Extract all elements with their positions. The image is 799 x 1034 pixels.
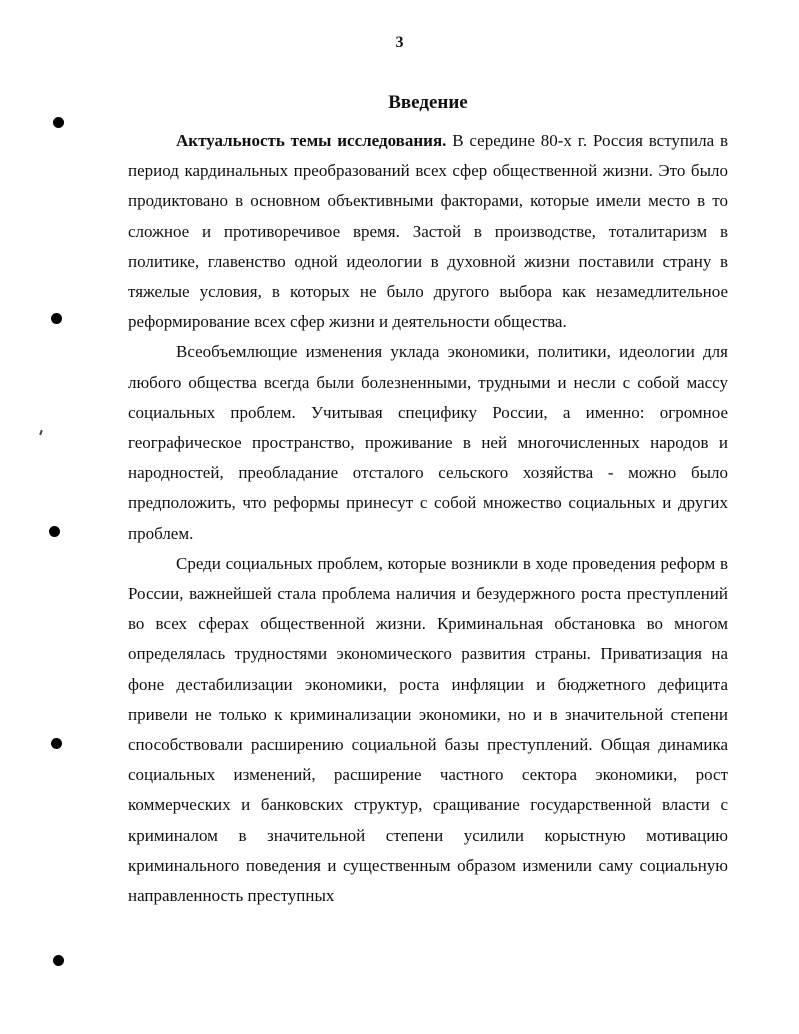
paragraph-text: В середине 80-х г. Россия вступила в период кардинальных преобразований всех сфер общественной жизни. Это было продиктовано в основном объективными факторами, которые имели место в то сложное и противоречивое время. Застой в производстве, тоталитаризм в политике, главенство одной идеологии в духовной жизни поставили страну в тяжелые условия, в которых не было другого выбора как незамедлительное реформирование всех сфер жизни и деятельности общества.: [128, 131, 728, 332]
paragraph-2: Всеобъемлющие изменения уклада экономики, политики, идеологии для любого общества всегда были болезненными, трудными и несли с собой массу социальных проблем. Учитывая специфику России, а именно: огромное географическое пространство, проживание в ней многочисленных народов и народностей, преобладание отсталого сельского хозяйства - можно было предположить, что реформы принесут с собой множество социальных и других проблем.: [128, 342, 728, 543]
paragraph-3: Среди социальных проблем, которые возникли в ходе проведения реформ в России, важнейшей стала проблема наличия и безудержного роста преступлений во всех сферах общественной жизни. Криминальная обстановка во многом определялась трудностями экономического развития страны. Приватизация на фоне дестабилизации экономики, роста инфляции и бюджетного дефицита привели не только к криминализации экономики, но и в значительной степени способствовали расширению социальной базы преступлений. Общая динамика социальных изменений, расширение частного сектора экономики, рост коммерческих и банковских структур, сращивание государственной власти с криминалом в значительной степени усилили корыстную мотивацию криминального поведения и существенным образом изменили саму социальную направленность преступных: [128, 553, 728, 906]
binding-hole-mark: [51, 313, 62, 324]
page-number: 3: [395, 34, 404, 51]
paragraph-lead: Актуальность темы исследования.: [176, 131, 447, 150]
text-block: [128, 126, 728, 911]
binding-hole-mark: [53, 117, 64, 128]
scan-speck: [39, 430, 43, 435]
paragraph-1: [128, 126, 728, 337]
binding-hole-mark: [51, 738, 62, 749]
section-title: Введение: [388, 92, 468, 113]
binding-hole-mark: [53, 955, 64, 966]
binding-hole-mark: [49, 526, 60, 537]
